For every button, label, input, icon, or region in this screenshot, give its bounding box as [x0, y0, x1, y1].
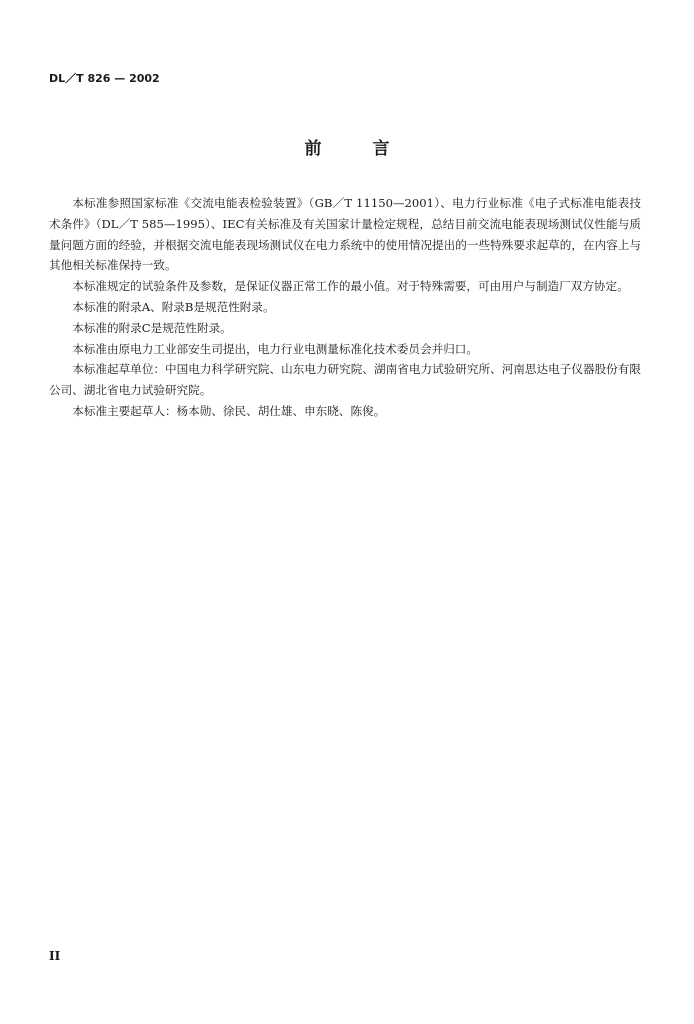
paragraph: 本标准主要起草人：杨本勋、徐民、胡仕雄、申东晓、陈俊。	[72, 403, 386, 418]
paragraph: 本标准规定的试验条件及参数，是保证仪器正常工作的最小值。对于特殊需要，可由用户与制造厂双方协定。	[72, 279, 629, 294]
document-code: DL／T 826 — 2002	[49, 72, 160, 85]
paragraph: 本标准起草单位：中国电力科学研究院、山东电力研究院、湖南省电力试验研究所、河南思达电子仪器股份有限公司、湖北省电力试验研究院。	[49, 362, 641, 398]
paragraph: 本标准的附录C是规范性附录。	[72, 320, 232, 335]
paragraph: 本标准的附录A、附录B是规范性附录。	[72, 299, 275, 314]
paragraph: 本标准由原电力工业部安生司提出，电力行业电测量标准化技术委员会并归口。	[72, 341, 478, 356]
paragraph: 本标准参照国家标准《交流电能表检验装置》（GB／T 11150—2001）、电力行业标准《电子式标准电能表技术条件》（DL／T 585—1995）、IEC有关标准及有关国家计量检定规程，总结目前交流电能表现场测试仪性能与质量问题方面的经验，并根据交流电能表现场测试仪在电力系统中的使用情况提出的一些特殊要求起草的，在内容上与其他相关标准保持一致。	[49, 196, 641, 273]
preface-body	[49, 193, 641, 422]
page-title: 前 言	[304, 139, 390, 159]
page-number: II	[49, 949, 61, 963]
